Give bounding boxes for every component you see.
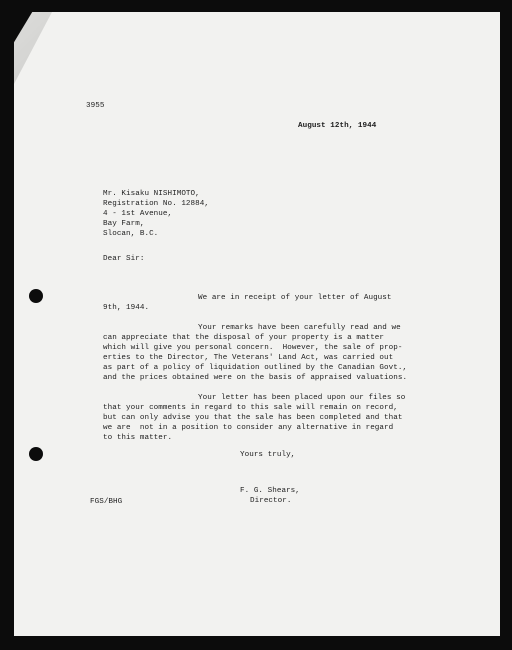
paragraph-line: but can only advise you that the sale has been completed and that <box>103 414 403 422</box>
paragraph-line: Your remarks have been carefully read and we <box>198 324 401 332</box>
recipient-line: Bay Farm, <box>103 220 145 228</box>
paragraph-line: erties to the Director, The Veterans' Land Act, was carried out <box>103 354 394 362</box>
punch-hole-bottom <box>29 447 43 461</box>
signer-title: Director. <box>250 497 292 505</box>
paragraph-line: that your comments in regard to this sale will remain on record, <box>103 404 398 412</box>
recipient-line: 4 - 1st Avenue, <box>103 210 173 218</box>
recipient-line: Slocan, B.C. <box>103 230 159 238</box>
file-number: 3955 <box>86 102 105 110</box>
salutation: Dear Sir: <box>103 255 145 263</box>
recipient-line: Registration No. 12884, <box>103 200 209 208</box>
recipient-line: Mr. Kisaku NISHIMOTO, <box>103 190 200 198</box>
paragraph-line: as part of a policy of liquidation outlined by the Canadian Govt., <box>103 364 408 372</box>
paragraph-line: can appreciate that the disposal of your property is a matter <box>103 334 385 342</box>
paragraph-line: Your letter has been placed upon our files so <box>198 394 406 402</box>
reference-initials: FGS/BHG <box>90 498 123 506</box>
paragraph-line: to this matter. <box>103 434 173 442</box>
paragraph-line: 9th, 1944. <box>103 304 150 312</box>
letter-date: August 12th, 1944 <box>298 122 377 130</box>
signer-name: F. G. Shears, <box>240 487 300 495</box>
paragraph-line: which will give you personal concern. However, the sale of prop- <box>103 344 403 352</box>
paragraph-line: and the prices obtained were on the basis of appraised valuations. <box>103 374 408 382</box>
punch-hole-top <box>29 289 43 303</box>
paragraph-line: we are not in a position to consider any alternative in regard <box>103 424 394 432</box>
closing: Yours truly, <box>240 451 296 459</box>
paragraph-line: We are in receipt of your letter of August <box>198 294 392 302</box>
